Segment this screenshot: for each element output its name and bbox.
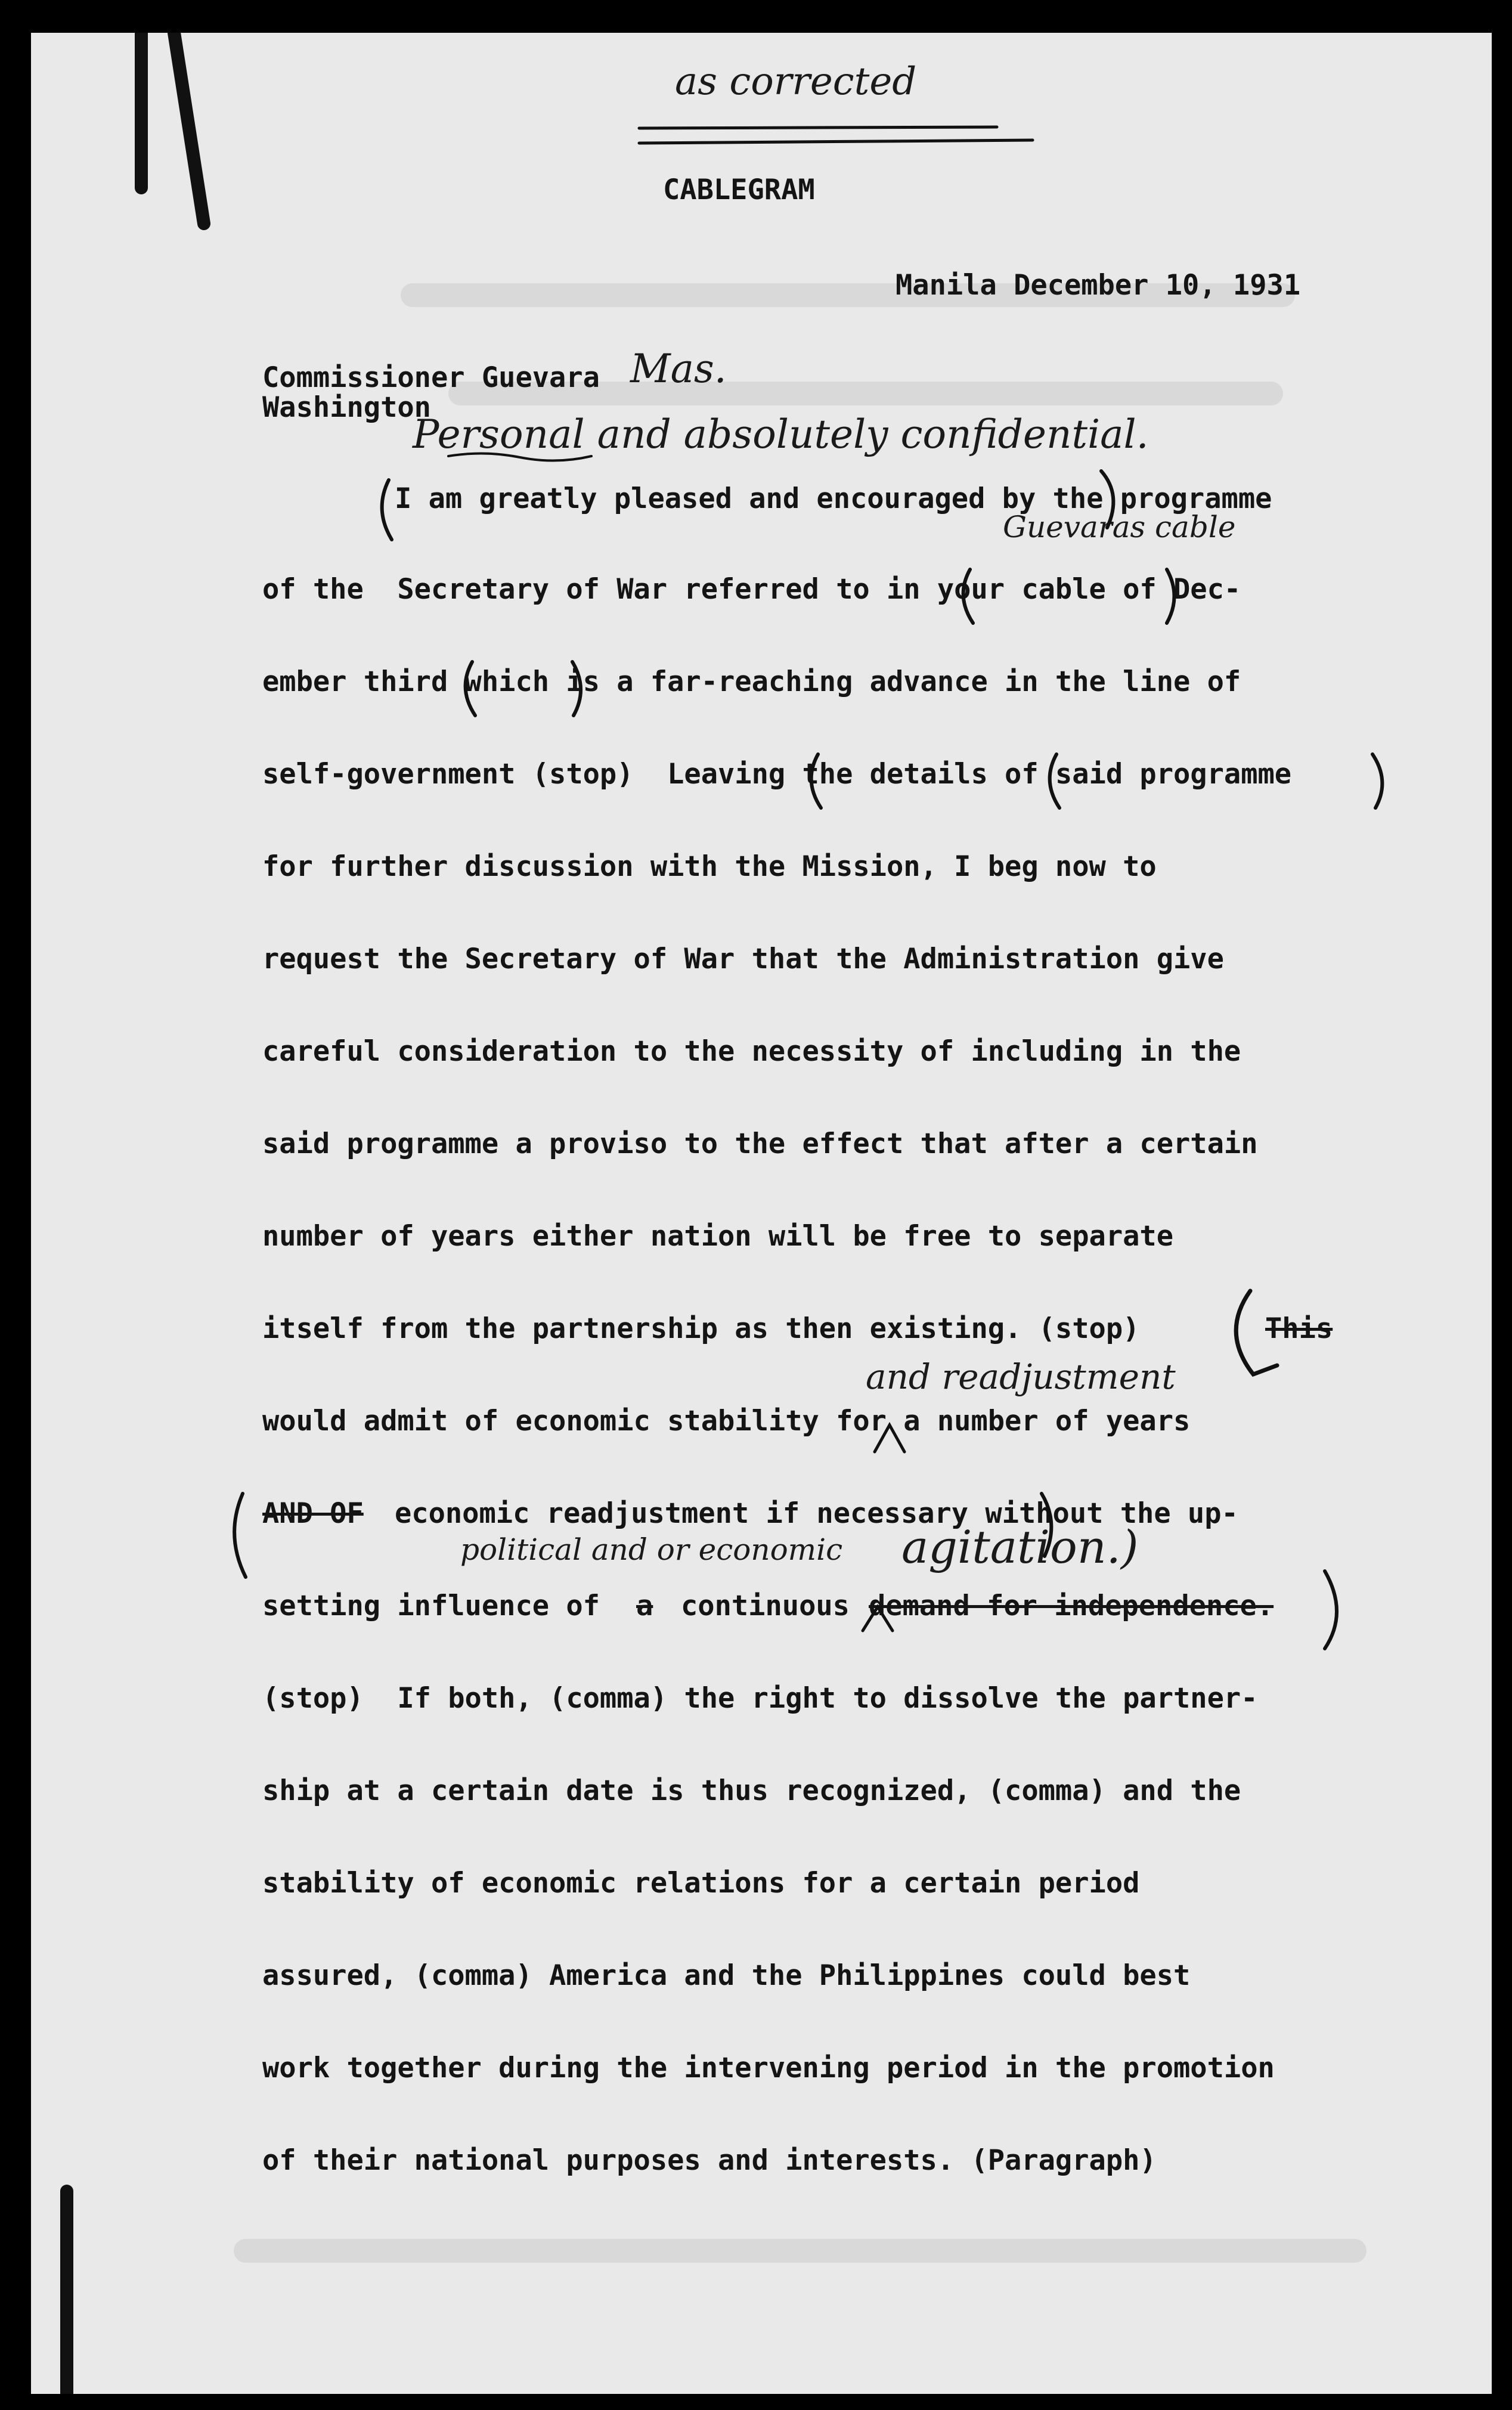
- insert-agitation: agitation.): [901, 1520, 1139, 1573]
- paren-your-cable-close: [1167, 569, 1175, 623]
- body-line-5: for further discussion with the Mission, I beg now to: [262, 850, 1157, 883]
- caret-2: [863, 1607, 893, 1631]
- paren-details-close: [1050, 754, 1059, 808]
- struck-and-of: AND OF: [262, 1497, 364, 1530]
- body-line-11: would admit of economic stability for a number of years: [262, 1405, 1191, 1438]
- paren-programme-close: [1372, 754, 1382, 808]
- body-line-19: of their national purposes and interests. (Paragraph): [262, 2144, 1157, 2177]
- pen-marks: [31, 33, 1492, 2394]
- paren-which-open: [466, 662, 475, 715]
- addressee-note: Mas.: [630, 346, 727, 392]
- insert-guevaras-cable: Guevaras cable: [1003, 510, 1236, 544]
- body-line-7: careful consideration to the necessity of including in the: [262, 1035, 1241, 1068]
- underline-2: [639, 140, 1033, 143]
- body-line-8: said programme a proviso to the effect that after a certain: [262, 1127, 1258, 1160]
- body-line-15: ship at a certain date is thus recognized, (comma) and the: [262, 1774, 1241, 1807]
- body-line-13a: setting influence of: [262, 1590, 600, 1622]
- body-line-9: number of years either nation will be free to separate: [262, 1220, 1174, 1253]
- body-line-1: I am greatly pleased and encouraged by the programme: [395, 482, 1272, 515]
- document-title: CABLEGRAM: [663, 174, 815, 206]
- body-line-10: itself from the partnership as then existing. (stop): [262, 1312, 1140, 1345]
- paren-open-1: [382, 480, 392, 540]
- paren-close-12: [1042, 1494, 1051, 1556]
- addressee-city: Washington: [262, 391, 431, 424]
- paren-your-cable-open: [963, 569, 973, 623]
- body-line-6: request the Secretary of War that the Administration give: [262, 943, 1224, 975]
- body-line-2: of the Secretary of War referred to in your cable of Dec-: [262, 573, 1241, 606]
- body-line-12: economic readjustment if necessary without the up-: [395, 1497, 1238, 1530]
- body-line-18: work together during the intervening period in the promotion: [262, 2052, 1275, 2084]
- paren-close-1: [1101, 471, 1113, 528]
- underline-1: [639, 127, 997, 128]
- paren-close-13: [1325, 1571, 1337, 1649]
- body-line-3: ember third which is a far-reaching advance in the line of: [262, 665, 1241, 698]
- struck-demand: demand for independence.: [869, 1590, 1274, 1622]
- bracket-this: [1236, 1291, 1277, 1374]
- struck-a: a: [636, 1590, 653, 1622]
- annotation-as-corrected: as corrected: [675, 60, 917, 104]
- insert-and-readjustment: and readjustment: [866, 1356, 1176, 1397]
- body-line-13b: continuous: [681, 1590, 850, 1622]
- body-line-17: assured, (comma) America and the Philippines could best: [262, 1959, 1191, 1992]
- caret-1: [875, 1425, 904, 1452]
- confidential-note: Personal and absolutely confidential.: [413, 411, 1149, 457]
- body-line-14: (stop) If both, (comma) the right to dissolve the partner-: [262, 1682, 1258, 1715]
- document-page: [31, 33, 1492, 2394]
- addressee-name: Commissioner Guevara: [262, 361, 600, 394]
- insert-political: political and or economic: [460, 1532, 843, 1567]
- body-line-16: stability of economic relations for a certain period: [262, 1867, 1140, 1900]
- paren-details-open: [811, 754, 821, 808]
- wavy-underline: [448, 453, 591, 460]
- paren-which-close: [572, 662, 581, 715]
- dateline: Manila December 10, 1931: [896, 269, 1301, 302]
- binding-marks: [67, 33, 204, 2394]
- struck-this: This: [1265, 1312, 1333, 1345]
- paren-open-12: [234, 1494, 246, 1577]
- body-line-4: self-government (stop) Leaving the details of said programme: [262, 758, 1292, 791]
